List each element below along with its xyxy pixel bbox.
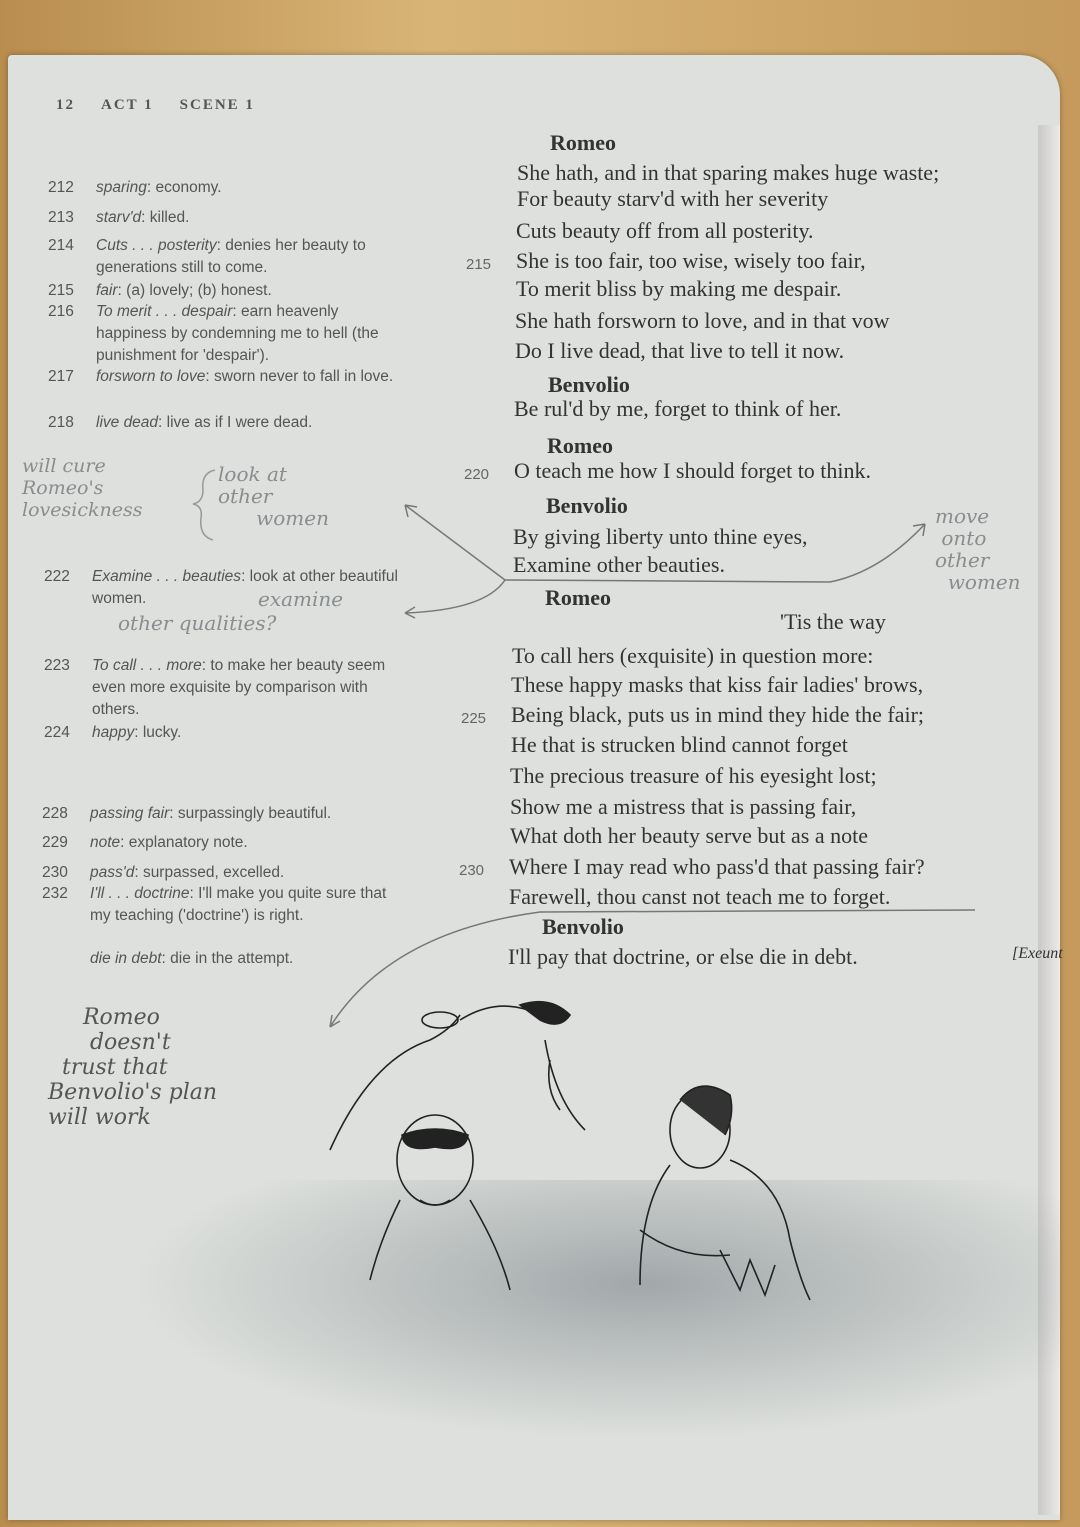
line-number: 230 — [459, 862, 485, 879]
footnote-gloss: : I'll make you quite sure that my teaching ('doctrine') is right. — [90, 885, 387, 924]
footnote-line-number: 213 — [48, 209, 74, 226]
footnote-gloss: : look at other beautiful women. — [92, 568, 398, 607]
footnote-gloss: : earn heavenly happiness by condemning me to hell (the punishment for 'despair'). — [96, 303, 379, 364]
verse-line: Farewell, thou canst not teach me to forget. — [509, 884, 891, 909]
footnote-gloss: : surpassed, excelled. — [134, 864, 285, 881]
act-label: ACT 1 — [101, 97, 154, 113]
arrow-to-examine — [405, 580, 505, 618]
verse-line: To merit bliss by making me despair. — [516, 276, 842, 301]
footnote-term: die in debt — [90, 950, 162, 967]
verse-line: What doth her beauty serve but as a note — [510, 823, 868, 848]
footnote-term: fair — [96, 282, 118, 299]
verse-line: She hath, and in that sparing makes huge waste; — [517, 160, 940, 185]
footnote-term: happy — [92, 724, 135, 741]
arrow-to-trust — [330, 910, 975, 1027]
verse-line: The precious treasure of his eyesight lost; — [510, 763, 877, 788]
footnote-term: Cuts . . . posterity — [96, 237, 217, 254]
footnote-gloss: : live as if I were dead. — [158, 414, 313, 431]
footnote-gloss: : economy. — [146, 179, 222, 196]
verse-line: He that is strucken blind cannot forget — [511, 732, 848, 757]
speaker-name: Benvolio — [542, 914, 624, 939]
page-number: 12 — [56, 97, 75, 113]
footnote-term: note — [90, 834, 121, 851]
verse-line: O teach me how I should forget to think. — [514, 458, 872, 483]
footnote-line-number: 228 — [42, 805, 68, 822]
footnote-gloss: : (a) lovely; (b) honest. — [117, 282, 272, 299]
masked-dancers-illustration — [330, 1002, 810, 1300]
footnote-line-number: 215 — [48, 282, 74, 299]
footnote-gloss: : killed. — [141, 209, 190, 226]
footnote-line-number: 217 — [48, 368, 74, 385]
arrow-to-move — [505, 524, 925, 582]
footnote-term: pass'd — [90, 864, 135, 881]
footnote-gloss: : explanatory note. — [120, 834, 248, 851]
arrow-to-look — [405, 505, 505, 580]
footnote-gloss: : lucky. — [134, 724, 182, 741]
verse-line: Where I may read who pass'd that passing fair? — [509, 854, 925, 879]
footnote-term: live dead — [96, 414, 159, 431]
footnote-line-number: 230 — [42, 864, 68, 881]
verse-line: By giving liberty unto thine eyes, — [513, 524, 808, 549]
verse-line: Do I live dead, that live to tell it now. — [515, 338, 845, 363]
verse-line: Cuts beauty off from all posterity. — [516, 218, 814, 243]
verse-line: To call hers (exquisite) in question more: — [512, 643, 874, 668]
footnote-term: starv'd — [96, 209, 142, 226]
verse-line: Examine other beauties. — [513, 552, 725, 577]
line-number: 215 — [466, 256, 492, 273]
handwritten-note-cure: will cure Romeo's lovesickness — [22, 455, 143, 521]
footnote-line-number: 232 — [42, 885, 68, 902]
speaker-name: Romeo — [547, 433, 613, 458]
verse-line: She is too fair, too wise, wisely too fair, — [516, 248, 866, 273]
verse-line: She hath forsworn to love, and in that vow — [515, 308, 890, 333]
footnote-line-number: 229 — [42, 834, 68, 851]
speaker-name: Benvolio — [546, 493, 628, 518]
footnote-gloss: : denies her beauty to generations still to come. — [96, 237, 366, 276]
line-number: 220 — [464, 466, 490, 483]
handwritten-note-move: move onto other women — [935, 504, 1021, 594]
footnote-term: To call . . . more — [92, 657, 202, 674]
footnote-line-number: 222 — [44, 568, 70, 585]
verse-line: Be rul'd by me, forget to think of her. — [514, 396, 842, 421]
verse-line: 'Tis the way — [780, 609, 886, 634]
handwritten-note-look: look at other women — [218, 462, 329, 530]
footnote-term: To merit . . . despair — [96, 303, 233, 320]
footnote-line-number: 212 — [48, 179, 74, 196]
stage-direction: [Exeunt — [1012, 945, 1063, 962]
speaker-name: Romeo — [545, 585, 611, 610]
speaker-name: Romeo — [550, 130, 616, 155]
footnote-gloss: : sworn never to fall in love. — [205, 368, 394, 385]
verse-line: These happy masks that kiss fair ladies' brows, — [511, 672, 924, 697]
footnote-line-number: 216 — [48, 303, 74, 320]
footnote-term: I'll . . . doctrine — [90, 885, 190, 902]
footnote-line-number: 214 — [48, 237, 74, 254]
verse-line: Show me a mistress that is passing fair, — [510, 794, 857, 819]
brace — [193, 470, 215, 540]
verse-line: Being black, puts us in mind they hide the fair; — [511, 702, 925, 727]
footnote-term: sparing — [96, 179, 147, 196]
footnote-term: passing fair — [90, 805, 170, 822]
scene-label: SCENE 1 — [179, 97, 255, 113]
footnote-gloss: : surpassingly beautiful. — [169, 805, 332, 822]
footnote-line-number: 218 — [48, 414, 74, 431]
footnote-gloss: : die in the attempt. — [161, 950, 294, 967]
footnote-term: Examine . . . beauties — [92, 568, 242, 585]
footnote-line-number: 223 — [44, 657, 70, 674]
verse-line: I'll pay that doctrine, or else die in debt. — [508, 944, 858, 969]
verse-line: For beauty starv'd with her severity — [517, 186, 829, 211]
footnote-line-number: 224 — [44, 724, 70, 741]
handwritten-note-trust: Romeo doesn't trust that Benvolio's plan will work — [48, 1005, 218, 1130]
handwritten-note-examine: examine — [258, 587, 344, 611]
handwritten-note-qualities: other qualities? — [118, 611, 277, 635]
footnote-gloss: : to make her beauty seem even more exquisite by comparison with others. — [92, 657, 386, 718]
line-number: 225 — [461, 710, 487, 727]
speaker-name: Benvolio — [548, 372, 630, 397]
footnote-term: forsworn to love — [96, 368, 206, 385]
